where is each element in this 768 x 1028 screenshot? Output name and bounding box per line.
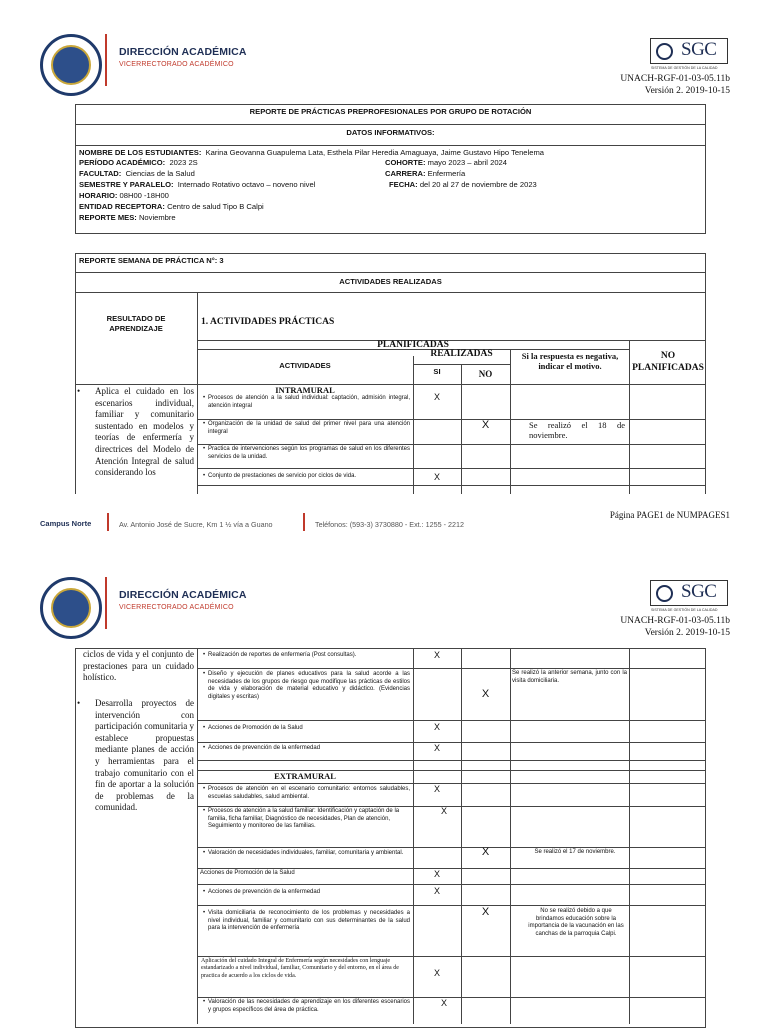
learning-outcome-1: • Aplica el cuidado en los escenarios individual, familiar y comunitario sustentado en modelos y teorías de enfermería y directrices del Modelo de Atención Integral de salud considerando los — [77, 386, 194, 478]
yes-mark: X — [433, 472, 440, 482]
yes-header: SI — [433, 367, 441, 376]
done-header: REALIZADAS — [430, 349, 493, 359]
table-row: • Diseño y ejecución de planes educativos para la salud acorde a las necesidades de los grupos de riesgo que modifique las prácticas de estilos de vida y elaboración de material educativo y didáctico. (Evidencias digitales y escritas) — [203, 671, 410, 700]
reason-text: Se realizó la anterior semana, junto con la visita domiciliaria. — [512, 670, 627, 684]
career-row: CARRERA: Enfermería — [385, 169, 466, 178]
no-mark: X — [481, 846, 490, 858]
learning-outcome-1-continued: ciclos de vida y el conjunto de prestaciones para un cuidado holístico. — [83, 649, 194, 683]
yes-mark: X — [433, 968, 440, 978]
table-row: • Valoración de necesidades individuales, familiar, comunitaria y ambiental. — [203, 850, 404, 856]
date-row: FECHA: del 20 al 27 de noviembre de 2023 — [389, 180, 537, 189]
version-text: Versión 2. 2019-10-15 — [644, 85, 730, 96]
intramural-label: INTRAMURAL — [275, 385, 335, 395]
learning-outcome-2: • Desarrolla proyectos de intervención con participación comunitaria y establece propuestas mediante planes de acción y herramientas para el trabajo comunitario con el fin de aportar a la solución de problemas de la comunidad. — [77, 698, 194, 813]
yes-mark: X — [433, 392, 440, 402]
table-row: Acciones de Promoción de la Salud — [200, 870, 295, 876]
sgc-logo: SGC — [650, 38, 728, 64]
page-number: Página PAGE1 de NUMPAGES1 — [609, 510, 730, 520]
schedule-row: HORARIO: 08H00 -18H00 — [79, 191, 169, 200]
code-text: UNACH-RGF-01-03-05.11b — [620, 74, 730, 84]
yes-mark: X — [433, 886, 440, 896]
table-row: • Procesos de atención a la salud familiar: Identificación y captación de la familia, ficha familiar, Diagnóstico de necesidades, Plan de atención, Seguimiento y monitoreo de las familias. — [203, 808, 400, 830]
semester-row: SEMESTRE Y PARALELO: Internado Rotativo octavo – noveno nivel — [79, 180, 316, 189]
yes-mark: X — [440, 806, 447, 816]
entity-row: ENTIDAD RECEPTORA: Centro de salud Tipo B Calpi — [79, 202, 264, 211]
table-row: • Visita domiciliaria de reconocimiento de los problemas y necesidades a nivel individual, familiar y comunitario con sus determinantes de la salud para la intervención de enfermería — [203, 910, 410, 932]
no-mark: X — [481, 688, 490, 700]
no-mark: X — [481, 906, 490, 918]
students-row: NOMBRE DE LOS ESTUDIANTES: Karina Geovanna Guapulema Lata, Esthela Pilar Heredia Amaguaya, Jaime Gustavo Hipo Tenelema — [79, 148, 544, 157]
students-value: Karina Geovanna Guapulema Lata, Esthela Pilar Heredia Amaguaya, Jaime Gustavo Hipo Tenelema — [205, 148, 544, 157]
sgc-emblem-icon — [656, 43, 673, 60]
faculty-row: FACULTAD: Ciencias de la Salud — [79, 169, 195, 178]
yes-mark: X — [440, 998, 447, 1008]
table-row: • Acciones de Promoción de la Salud — [203, 725, 303, 731]
sgc-subtitle: SISTEMA DE GESTIÓN DE LA CALIDAD — [651, 66, 718, 70]
table-row: • Valoración de las necesidades de aprendizaje en los diferentes escenarios y grupos específicos del área de práctica. — [203, 999, 410, 1013]
header-title: DIRECCIÓN ACADÉMICA — [119, 46, 247, 58]
table-row: • Organización de la unidad de salud del primer nivel para una atención integral — [203, 421, 410, 435]
yes-mark: X — [433, 722, 440, 732]
planned-header: PLANIFICADAS — [377, 340, 449, 350]
footer-phone: Teléfonos: (593-3) 3730880 - Ext.: 1255 - 2212 — [315, 520, 465, 529]
table-row: Aplicación del cuidado Integral de Enfermería según necesidades con lenguaje estandarizado a nivel individual, familiar, Comunitario y del entorno, en el área de practica de acuerdo a los ciclos de vida. — [201, 958, 399, 979]
table-row: • Practica de intervenciones según los programas de salud en los diferentes servicios de la unidad. — [203, 446, 410, 460]
info-section-title: DATOS INFORMATIVOS: — [346, 128, 435, 137]
sgc-logo: SGC — [650, 580, 728, 606]
period-row: PERÍODO ACADÉMICO: 2023 2S — [79, 158, 198, 167]
report-title: REPORTE DE PRÁCTICAS PREPROFESIONALES POR GRUPO DE ROTACIÓN — [249, 107, 532, 116]
sgc-emblem-icon — [656, 585, 673, 602]
extramural-label: EXTRAMURAL — [274, 771, 336, 781]
footer-campus: Campus Norte — [40, 519, 92, 528]
sgc-subtitle: SISTEMA DE GESTIÓN DE LA CALIDAD — [651, 608, 718, 612]
cohort-row: COHORTE: mayo 2023 – abril 2024 — [385, 158, 507, 167]
no-mark: X — [481, 419, 490, 431]
yes-mark: X — [433, 743, 440, 753]
no-header: NO — [478, 369, 493, 379]
table-row: • Procesos de atención en el escenario comunitario: entornos saludables, escuelas saludables, salud ambiental. — [203, 786, 410, 800]
university-seal — [40, 577, 102, 639]
week-title: REPORTE SEMANA DE PRÁCTICA N°: 3 — [79, 256, 224, 265]
table-row: • Procesos de atención a la salud individual: captación, admisión integral, atención integral — [203, 395, 410, 409]
header-subtitle: VICERRECTORADO ACADÉMICO — [119, 61, 234, 68]
month-row: REPORTE MES: Noviembre — [79, 213, 176, 222]
document-code: UNACH-RGF-01-03-05.11b Versión 2. 2019-10-15 — [620, 616, 730, 638]
document-code — [620, 74, 730, 97]
yes-mark: X — [433, 869, 440, 879]
header-subtitle: VICERRECTORADO ACADÉMICO — [119, 604, 234, 611]
activities-col-header: ACTIVIDADES — [279, 361, 331, 370]
table-row: • Realización de reportes de enfermería (Post consultas). — [203, 652, 357, 658]
table-row: • Acciones de prevención de la enfermedad — [203, 889, 321, 895]
reason-text: Se realizó el 17 de noviembre. — [534, 849, 616, 855]
table-row: • Conjunto de prestaciones de servicio por ciclos de vida. — [203, 473, 357, 479]
reason-text: No se realizó debido a que brindamos educación sobre la importancia de la vacunación en las canchas de la parroquia Calpi. — [528, 908, 624, 937]
footer-address: Av. Antonio José de Sucre, Km 1 ½ vía a Guano — [119, 520, 273, 529]
yes-mark: X — [433, 650, 440, 660]
header-divider — [105, 34, 107, 86]
activities-header: ACTIVIDADES REALIZADAS — [339, 277, 442, 286]
learning-result-header: RESULTADO DE APRENDIZAJE — [106, 314, 166, 333]
reason-header: Si la respuesta es negativa, indicar el motivo. — [521, 351, 619, 371]
header-title: DIRECCIÓN ACADÉMICA — [119, 589, 247, 601]
reason-text: Se realizó el 18 de noviembre. — [529, 420, 625, 440]
yes-mark: X — [433, 784, 440, 794]
table-row: • Acciones de prevención de la enfermedad — [203, 745, 321, 751]
practical-activities-title: 1. ACTIVIDADES PRÁCTICAS — [201, 317, 335, 327]
not-planned-header: NO PLANIFICADAS — [632, 351, 704, 373]
university-seal — [40, 34, 102, 96]
